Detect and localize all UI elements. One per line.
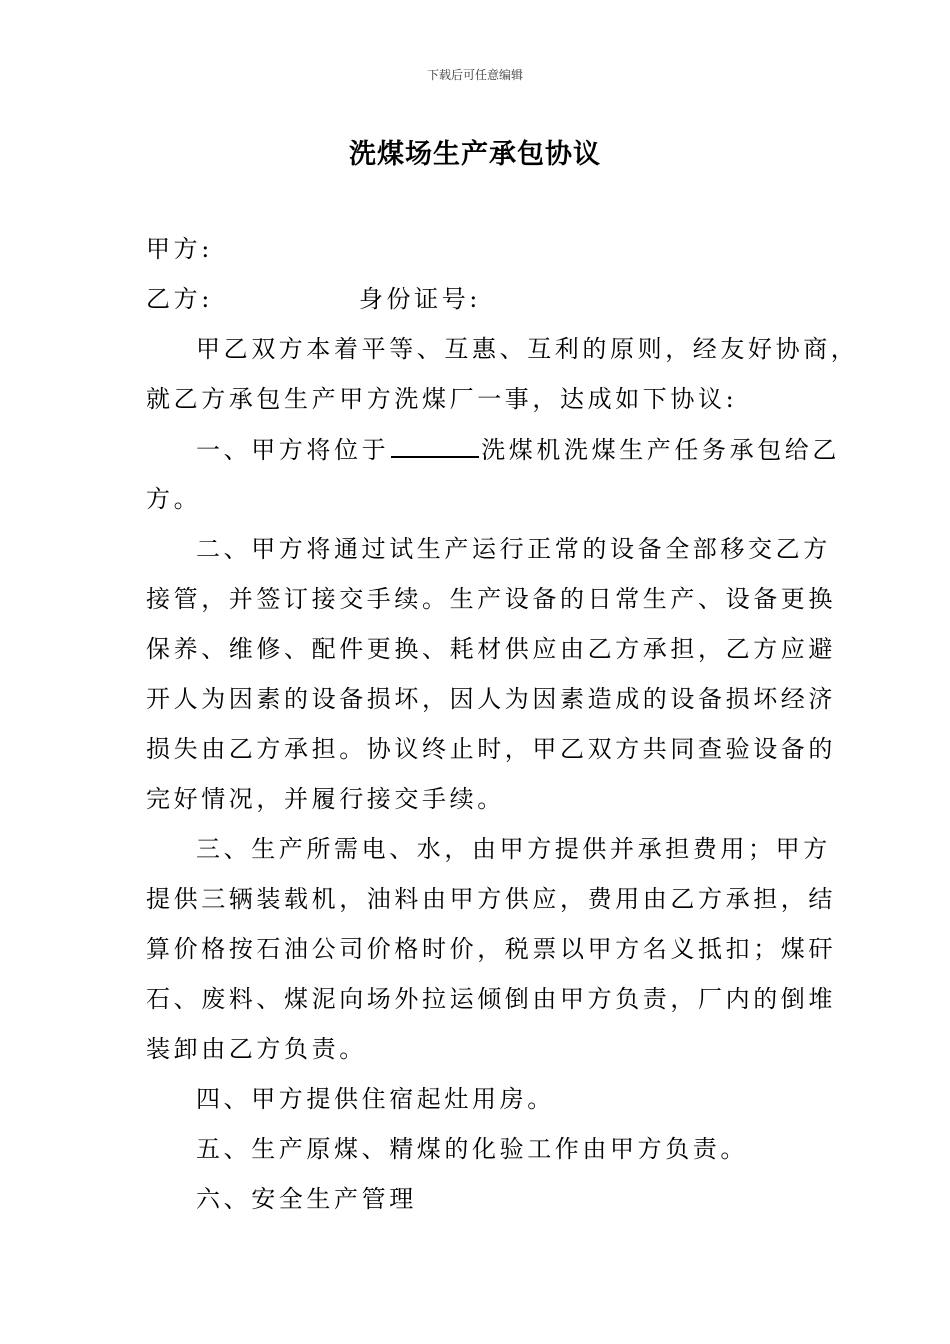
clause-6-heading: 六、安全生产管理 (196, 1185, 417, 1213)
clause-1-post: 洗煤机洗煤生产任务承包给乙 (481, 436, 841, 464)
clause-2-line: 二、甲方将通过试生产运行正常的设备全部移交乙方 (196, 535, 831, 563)
intro-line-2: 就乙方承包生产甲方洗煤厂一事，达成如下协议: (146, 385, 738, 413)
clause-1-pre: 一、甲方将位于 (196, 436, 390, 464)
clause-3-line: 石、废料、煤泥向场外拉运倾倒由甲方负责，厂内的倒堆 (146, 985, 836, 1013)
clause-2-line: 完好情况，并履行接交手续。 (146, 785, 505, 813)
party-b-label: 乙方: (146, 285, 213, 313)
party-a-label: 甲方: (146, 235, 213, 263)
clause-3-line: 算价格按石油公司价格时价，税票以甲方名义抵扣；煤矸 (146, 935, 836, 963)
party-a-line (146, 234, 816, 264)
intro-line-1: 甲乙双方本着平等、互惠、互利的原则，经友好协商， (196, 335, 859, 363)
clause-1-line (196, 434, 866, 465)
clause-2-line: 保养、维修、配件更换、耗材供应由乙方承担，乙方应避 (146, 635, 836, 663)
clause-2-line: 开人为因素的设备损坏，因人为因素造成的设备损坏经济 (146, 685, 836, 713)
clause-2-line: 损失由乙方承担。协议终止时，甲乙双方共同查验设备的 (146, 735, 836, 763)
clause-1-end: 方。 (146, 485, 202, 513)
clause-3-line: 三、生产所需电、水，由甲方提供并承担费用；甲方 (196, 835, 831, 863)
document-title: 洗煤场生产承包协议 (349, 139, 601, 170)
clause-2-line: 接管，并签订接交手续。生产设备的日常生产、设备更换 (146, 585, 836, 613)
clause-4: 四、甲方提供住宿起灶用房。 (196, 1085, 555, 1113)
clause-3-line: 提供三辆装载机，油料由甲方供应，费用由乙方承担，结 (146, 885, 836, 913)
id-number-label: 身份证号: (358, 285, 481, 313)
clause-5: 五、生产原煤、精煤的化验工作由甲方负责。 (196, 1135, 748, 1163)
header-note: 下载后可任意编辑 (426, 68, 523, 82)
location-blank (391, 434, 479, 458)
party-b-line (146, 284, 816, 314)
clause-3-line: 装卸由乙方负责。 (146, 1035, 367, 1063)
